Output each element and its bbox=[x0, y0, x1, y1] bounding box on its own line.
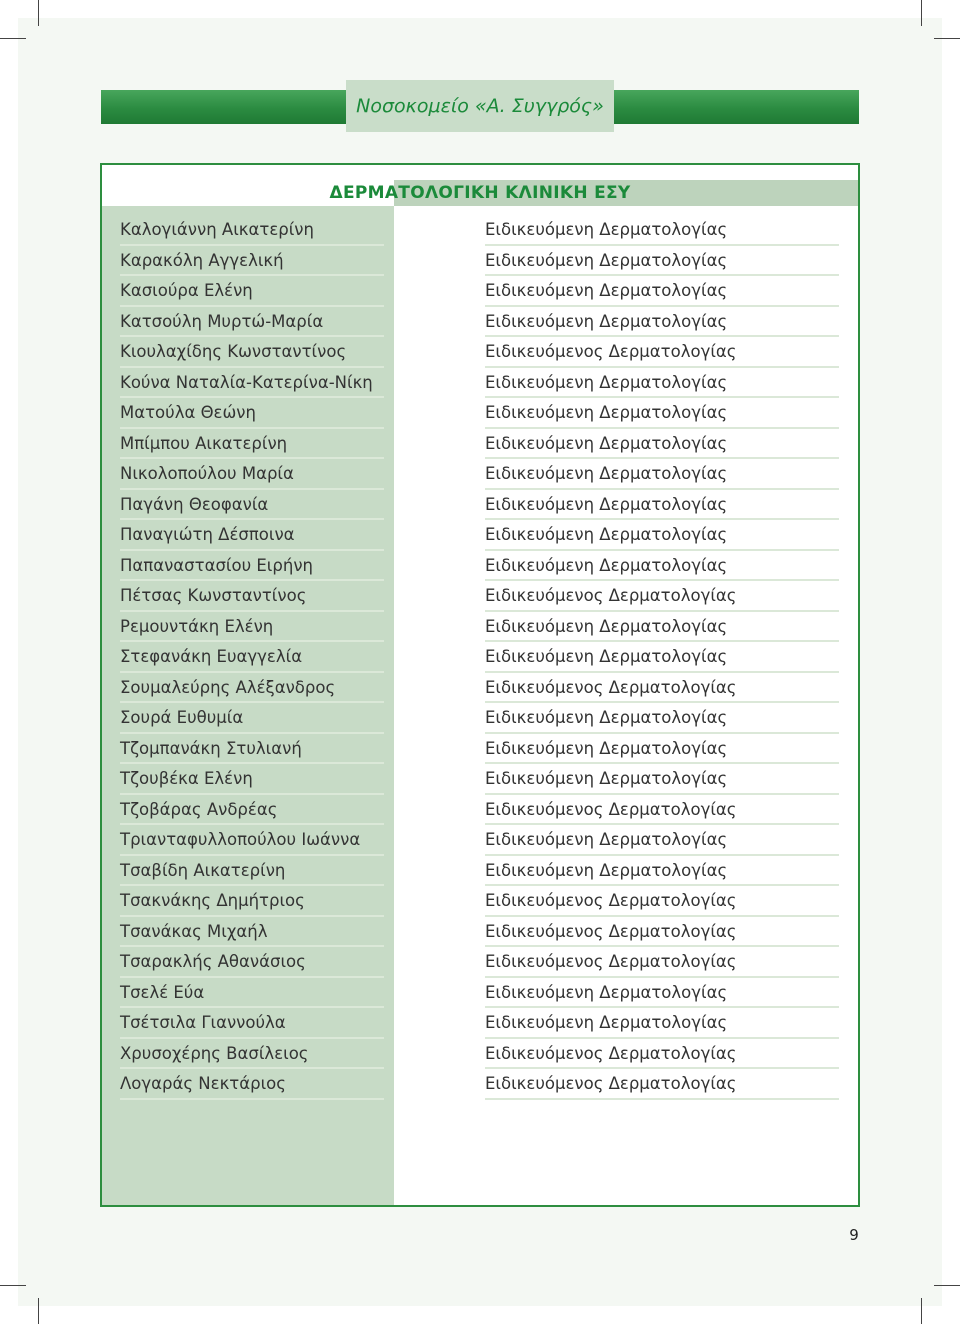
table-row bbox=[0, 520, 960, 551]
staff-role: Ειδικευόμενος Δερματολογίας bbox=[485, 795, 839, 826]
staff-name: Σουρά Ευθυμία bbox=[120, 703, 384, 734]
table-row bbox=[0, 856, 960, 887]
staff-role: Ειδικευόμενη Δερματολογίας bbox=[485, 459, 839, 490]
table-row bbox=[0, 886, 960, 917]
table-row bbox=[0, 703, 960, 734]
table-row bbox=[0, 490, 960, 521]
staff-name: Τσακνάκης Δημήτριος bbox=[120, 886, 384, 917]
staff-name: Κασιούρα Ελένη bbox=[120, 276, 384, 307]
table-row bbox=[0, 642, 960, 673]
staff-role: Ειδικευόμενη Δερματολογίας bbox=[485, 978, 839, 1009]
table-row bbox=[0, 459, 960, 490]
staff-name: Πέτσας Κωνσταντίνος bbox=[120, 581, 384, 612]
staff-name: Τσανάκας Μιχαήλ bbox=[120, 917, 384, 948]
staff-role: Ειδικευόμενος Δερματολογίας bbox=[485, 1039, 839, 1070]
staff-name: Κατσούλη Μυρτώ-Μαρία bbox=[120, 307, 384, 338]
staff-role: Ειδικευόμενη Δερματολογίας bbox=[485, 856, 839, 887]
table-row bbox=[0, 398, 960, 429]
staff-name: Καλογιάννη Αικατερίνη bbox=[120, 215, 384, 246]
staff-name: Τσέτσιλα Γιαννούλα bbox=[120, 1008, 384, 1039]
table-row bbox=[0, 429, 960, 460]
staff-name: Στεφανάκη Ευαγγελία bbox=[120, 642, 384, 673]
staff-role: Ειδικευόμενη Δερματολογίας bbox=[485, 307, 839, 338]
staff-role: Ειδικευόμενη Δερματολογίας bbox=[485, 398, 839, 429]
staff-role: Ειδικευόμενη Δερματολογίας bbox=[485, 551, 839, 582]
staff-name: Τζουβέκα Ελένη bbox=[120, 764, 384, 795]
staff-role: Ειδικευόμενη Δερματολογίας bbox=[485, 764, 839, 795]
staff-role: Ειδικευόμενη Δερματολογίας bbox=[485, 825, 839, 856]
staff-name: Ρεμουντάκη Ελένη bbox=[120, 612, 384, 643]
table-row bbox=[0, 337, 960, 368]
staff-role: Ειδικευόμενη Δερματολογίας bbox=[485, 246, 839, 277]
table-row bbox=[0, 673, 960, 704]
staff-role: Ειδικευόμενος Δερματολογίας bbox=[485, 581, 839, 612]
table-row bbox=[0, 581, 960, 612]
staff-role: Ειδικευόμενη Δερματολογίας bbox=[485, 490, 839, 521]
staff-role: Ειδικευόμενη Δερματολογίας bbox=[485, 612, 839, 643]
table-row bbox=[0, 764, 960, 795]
table-row bbox=[0, 1069, 960, 1100]
crop-mark bbox=[0, 1285, 26, 1286]
staff-name: Παναγιώτη Δέσποινα bbox=[120, 520, 384, 551]
table-row bbox=[0, 795, 960, 826]
table-row bbox=[0, 978, 960, 1009]
staff-name: Κιουλαχίδης Κωνσταντίνος bbox=[120, 337, 384, 368]
staff-role: Ειδικευόμενη Δερματολογίας bbox=[485, 1008, 839, 1039]
page-number: 9 bbox=[849, 1226, 859, 1244]
staff-role: Ειδικευόμενη Δερματολογίας bbox=[485, 703, 839, 734]
crop-mark bbox=[921, 1298, 922, 1324]
table-row bbox=[0, 246, 960, 277]
table-row bbox=[0, 917, 960, 948]
staff-role: Ειδικευόμενος Δερματολογίας bbox=[485, 917, 839, 948]
staff-name: Τσελέ Εύα bbox=[120, 978, 384, 1009]
staff-role: Ειδικευόμενη Δερματολογίας bbox=[485, 642, 839, 673]
staff-name: Τσαρακλής Αθανάσιος bbox=[120, 947, 384, 978]
staff-role: Ειδικευόμενη Δερματολογίας bbox=[485, 429, 839, 460]
staff-role: Ειδικευόμενος Δερματολογίας bbox=[485, 337, 839, 368]
staff-role: Ειδικευόμενη Δερματολογίας bbox=[485, 368, 839, 399]
staff-role: Ειδικευόμενος Δερματολογίας bbox=[485, 886, 839, 917]
staff-name: Νικολοπούλου Μαρία bbox=[120, 459, 384, 490]
staff-role: Ειδικευόμενος Δερματολογίας bbox=[485, 673, 839, 704]
staff-name: Τζομπανάκη Στυλιανή bbox=[120, 734, 384, 765]
table-row bbox=[0, 307, 960, 338]
crop-mark bbox=[921, 0, 922, 26]
staff-name: Σουμαλεύρης Αλέξανδρος bbox=[120, 673, 384, 704]
table-row bbox=[0, 276, 960, 307]
staff-list bbox=[0, 215, 960, 1100]
staff-name: Τζοβάρας Ανδρέας bbox=[120, 795, 384, 826]
table-row bbox=[0, 734, 960, 765]
crop-mark bbox=[38, 1298, 39, 1324]
staff-role: Ειδικευόμενη Δερματολογίας bbox=[485, 520, 839, 551]
crop-mark bbox=[0, 38, 26, 39]
staff-name: Χρυσοχέρης Βασίλειος bbox=[120, 1039, 384, 1070]
crop-mark bbox=[934, 1285, 960, 1286]
staff-name: Παγάνη Θεοφανία bbox=[120, 490, 384, 521]
staff-role: Ειδικευόμενος Δερματολογίας bbox=[485, 947, 839, 978]
staff-role: Ειδικευόμενος Δερματολογίας bbox=[485, 1069, 839, 1100]
crop-mark bbox=[934, 38, 960, 39]
table-row bbox=[0, 1008, 960, 1039]
staff-name: Ματούλα Θεώνη bbox=[120, 398, 384, 429]
table-row bbox=[0, 825, 960, 856]
table-row bbox=[0, 947, 960, 978]
staff-name: Καρακόλη Αγγελική bbox=[120, 246, 384, 277]
crop-mark bbox=[38, 0, 39, 26]
staff-name: Τριανταφυλλοπούλου Ιωάννα bbox=[120, 825, 384, 856]
staff-name: Τσαβίδη Αικατερίνη bbox=[120, 856, 384, 887]
table-row bbox=[0, 551, 960, 582]
staff-name: Λογαράς Νεκτάριος bbox=[120, 1069, 384, 1100]
table-row bbox=[0, 612, 960, 643]
table-row bbox=[0, 1039, 960, 1070]
table-row bbox=[0, 368, 960, 399]
clinic-title: ΔΕΡΜΑΤΟΛΟΓΙΚΗ ΚΛΙΝΙΚΗ ΕΣΥ bbox=[329, 183, 631, 203]
table-row bbox=[0, 215, 960, 246]
staff-name: Παπαναστασίου Ειρήνη bbox=[120, 551, 384, 582]
staff-name: Κούνα Ναταλία-Κατερίνα-Νίκη bbox=[120, 368, 384, 399]
hospital-title: Νοσοκομείο «Α. Συγγρός» bbox=[346, 80, 614, 132]
staff-role: Ειδικευόμενη Δερματολογίας bbox=[485, 215, 839, 246]
staff-role: Ειδικευόμενη Δερματολογίας bbox=[485, 276, 839, 307]
staff-role: Ειδικευόμενη Δερματολογίας bbox=[485, 734, 839, 765]
staff-name: Μπίμπου Αικατερίνη bbox=[120, 429, 384, 460]
